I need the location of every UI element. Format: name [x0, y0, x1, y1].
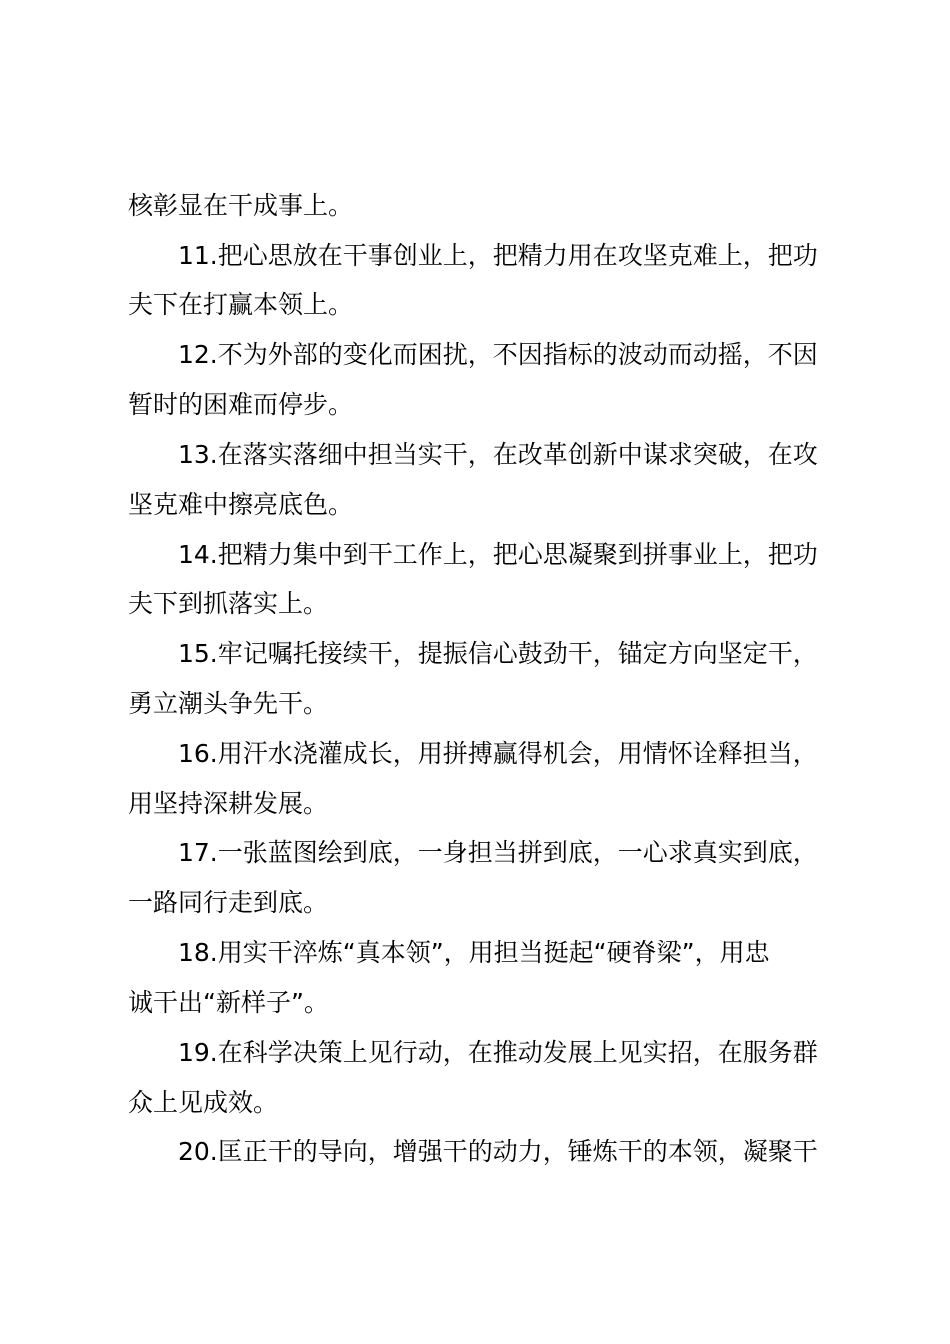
text-line-12: 16.用汗水浇灌成长，用拼搏赢得机会，用情怀诠释担当，: [178, 739, 818, 768]
text-line-14: 17.一张蓝图绘到底，一身担当拼到底，一心求真实到底，: [178, 838, 818, 867]
text-line-20: 20.匡正干的导向，增强干的动力，锤炼干的本领，凝聚干: [178, 1137, 818, 1166]
text-line-16: 18.用实干淬炼“真本领”，用担当挺起“硬脊梁”，用忠: [178, 938, 770, 967]
text-line-2: 11.把心思放在干事创业上，把精力用在攻坚克难上，把功: [178, 241, 818, 270]
text-line-9: 夫下到抓落实上。: [128, 589, 329, 618]
text-line-4: 12.不为外部的变化而困扰，不因指标的波动而动摇，不因: [178, 340, 818, 369]
text-line-3: 夫下在打赢本领上。: [128, 290, 354, 319]
text-line-13: 用坚持深耕发展。: [128, 789, 329, 818]
text-line-7: 坚克难中擦亮底色。: [128, 490, 354, 519]
text-line-5: 暂时的困难而停步。: [128, 390, 354, 419]
text-line-17: 诚干出“新样子”。: [128, 988, 329, 1017]
text-line-18: 19.在科学决策上见行动，在推动发展上见实招，在服务群: [178, 1038, 818, 1067]
text-line-15: 一路同行走到底。: [128, 888, 329, 917]
text-line-10: 15.牢记嘱托接续干，提振信心鼓劲干，锚定方向坚定干，: [178, 639, 818, 668]
text-line-11: 勇立潮头争先干。: [128, 689, 329, 718]
text-line-19: 众上见成效。: [128, 1088, 279, 1117]
text-line-8: 14.把精力集中到干工作上，把心思凝聚到拼事业上，把功: [178, 540, 818, 569]
text-line-6: 13.在落实落细中担当实干，在改革创新中谋求突破，在攻: [178, 440, 818, 469]
text-line-1: 核彰显在干成事上。: [128, 191, 354, 220]
